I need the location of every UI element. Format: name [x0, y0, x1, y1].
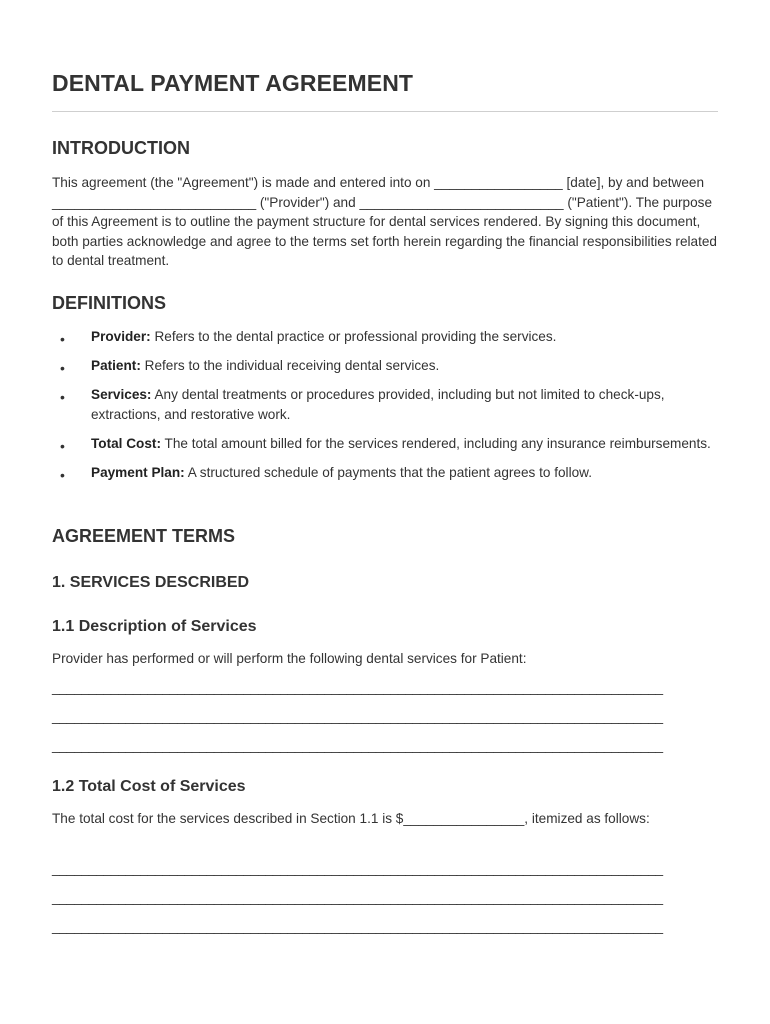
- section-1-heading: 1. SERVICES DESCRIBED: [52, 574, 250, 591]
- definition-term: Total Cost:: [91, 435, 161, 451]
- services-blank-line-3: ___________________________________________________________________________________: [52, 738, 663, 753]
- section-1-2-heading: 1.2 Total Cost of Services: [52, 778, 246, 795]
- cost-blank-line-3: ___________________________________________________________________________________: [52, 919, 663, 934]
- services-blank-line-2: ___________________________________________________________________________________: [52, 709, 663, 724]
- document-title: DENTAL PAYMENT AGREEMENT: [52, 70, 414, 96]
- title-divider: [52, 111, 718, 112]
- section-1-1-heading: 1.1 Description of Services: [52, 618, 257, 635]
- definition-term: Provider:: [91, 329, 151, 344]
- agreement-terms-heading: AGREEMENT TERMS: [52, 526, 236, 546]
- services-blank-line-1: ___________________________________________________________________________________: [52, 680, 663, 695]
- definitions-list: [52, 327, 720, 492]
- definition-item: [52, 463, 720, 483]
- definition-term: Payment Plan:: [91, 464, 185, 480]
- section-1-1-text: Provider has performed or will perform the following dental services for Patient:: [52, 651, 527, 666]
- definition-text: Any dental treatments or procedures provided, including but not limited to check-ups, extractions, and restorative work.: [91, 387, 665, 422]
- cost-blank-line-2: ___________________________________________________________________________________: [52, 890, 663, 905]
- bullet-icon: •: [60, 389, 65, 405]
- definition-item: [52, 327, 720, 347]
- cost-blank-line-1: ___________________________________________________________________________________: [52, 861, 663, 876]
- section-1-2-text: The total cost for the services described in Section 1.1 is $________________, itemized as follows:: [52, 811, 650, 826]
- definitions-heading: DEFINITIONS: [52, 293, 167, 313]
- bullet-icon: •: [60, 437, 65, 454]
- bullet-icon: •: [60, 466, 65, 483]
- definition-text: Refers to the dental practice or professional providing the services.: [150, 329, 557, 344]
- bullet-icon: •: [60, 360, 65, 376]
- definition-item: [52, 434, 720, 454]
- definition-item: [52, 356, 720, 376]
- bullet-icon: •: [60, 331, 65, 347]
- definition-text: A structured schedule of payments that the patient agrees to follow.: [184, 464, 592, 480]
- definition-text: The total amount billed for the services rendered, including any insurance reimbursements.: [160, 435, 711, 451]
- introduction-text: This agreement (the "Agreement") is made and entered into on _________________ [date], by and between ___________________________ ("Provider") and ___________________________ ("Patient"). The purpose of this Agreement is to outline the payment structure for dental services rendered. By signing this document, both parties acknowledge and agree to the terms set forth herein regarding the financial responsibilities related to dental treatment.: [52, 175, 717, 268]
- definition-text: Refers to the individual receiving dental services.: [140, 358, 440, 373]
- definition-term: Patient:: [91, 358, 141, 373]
- definition-item: [52, 385, 720, 424]
- definition-term: Services:: [91, 387, 152, 402]
- introduction-heading: INTRODUCTION: [52, 138, 190, 158]
